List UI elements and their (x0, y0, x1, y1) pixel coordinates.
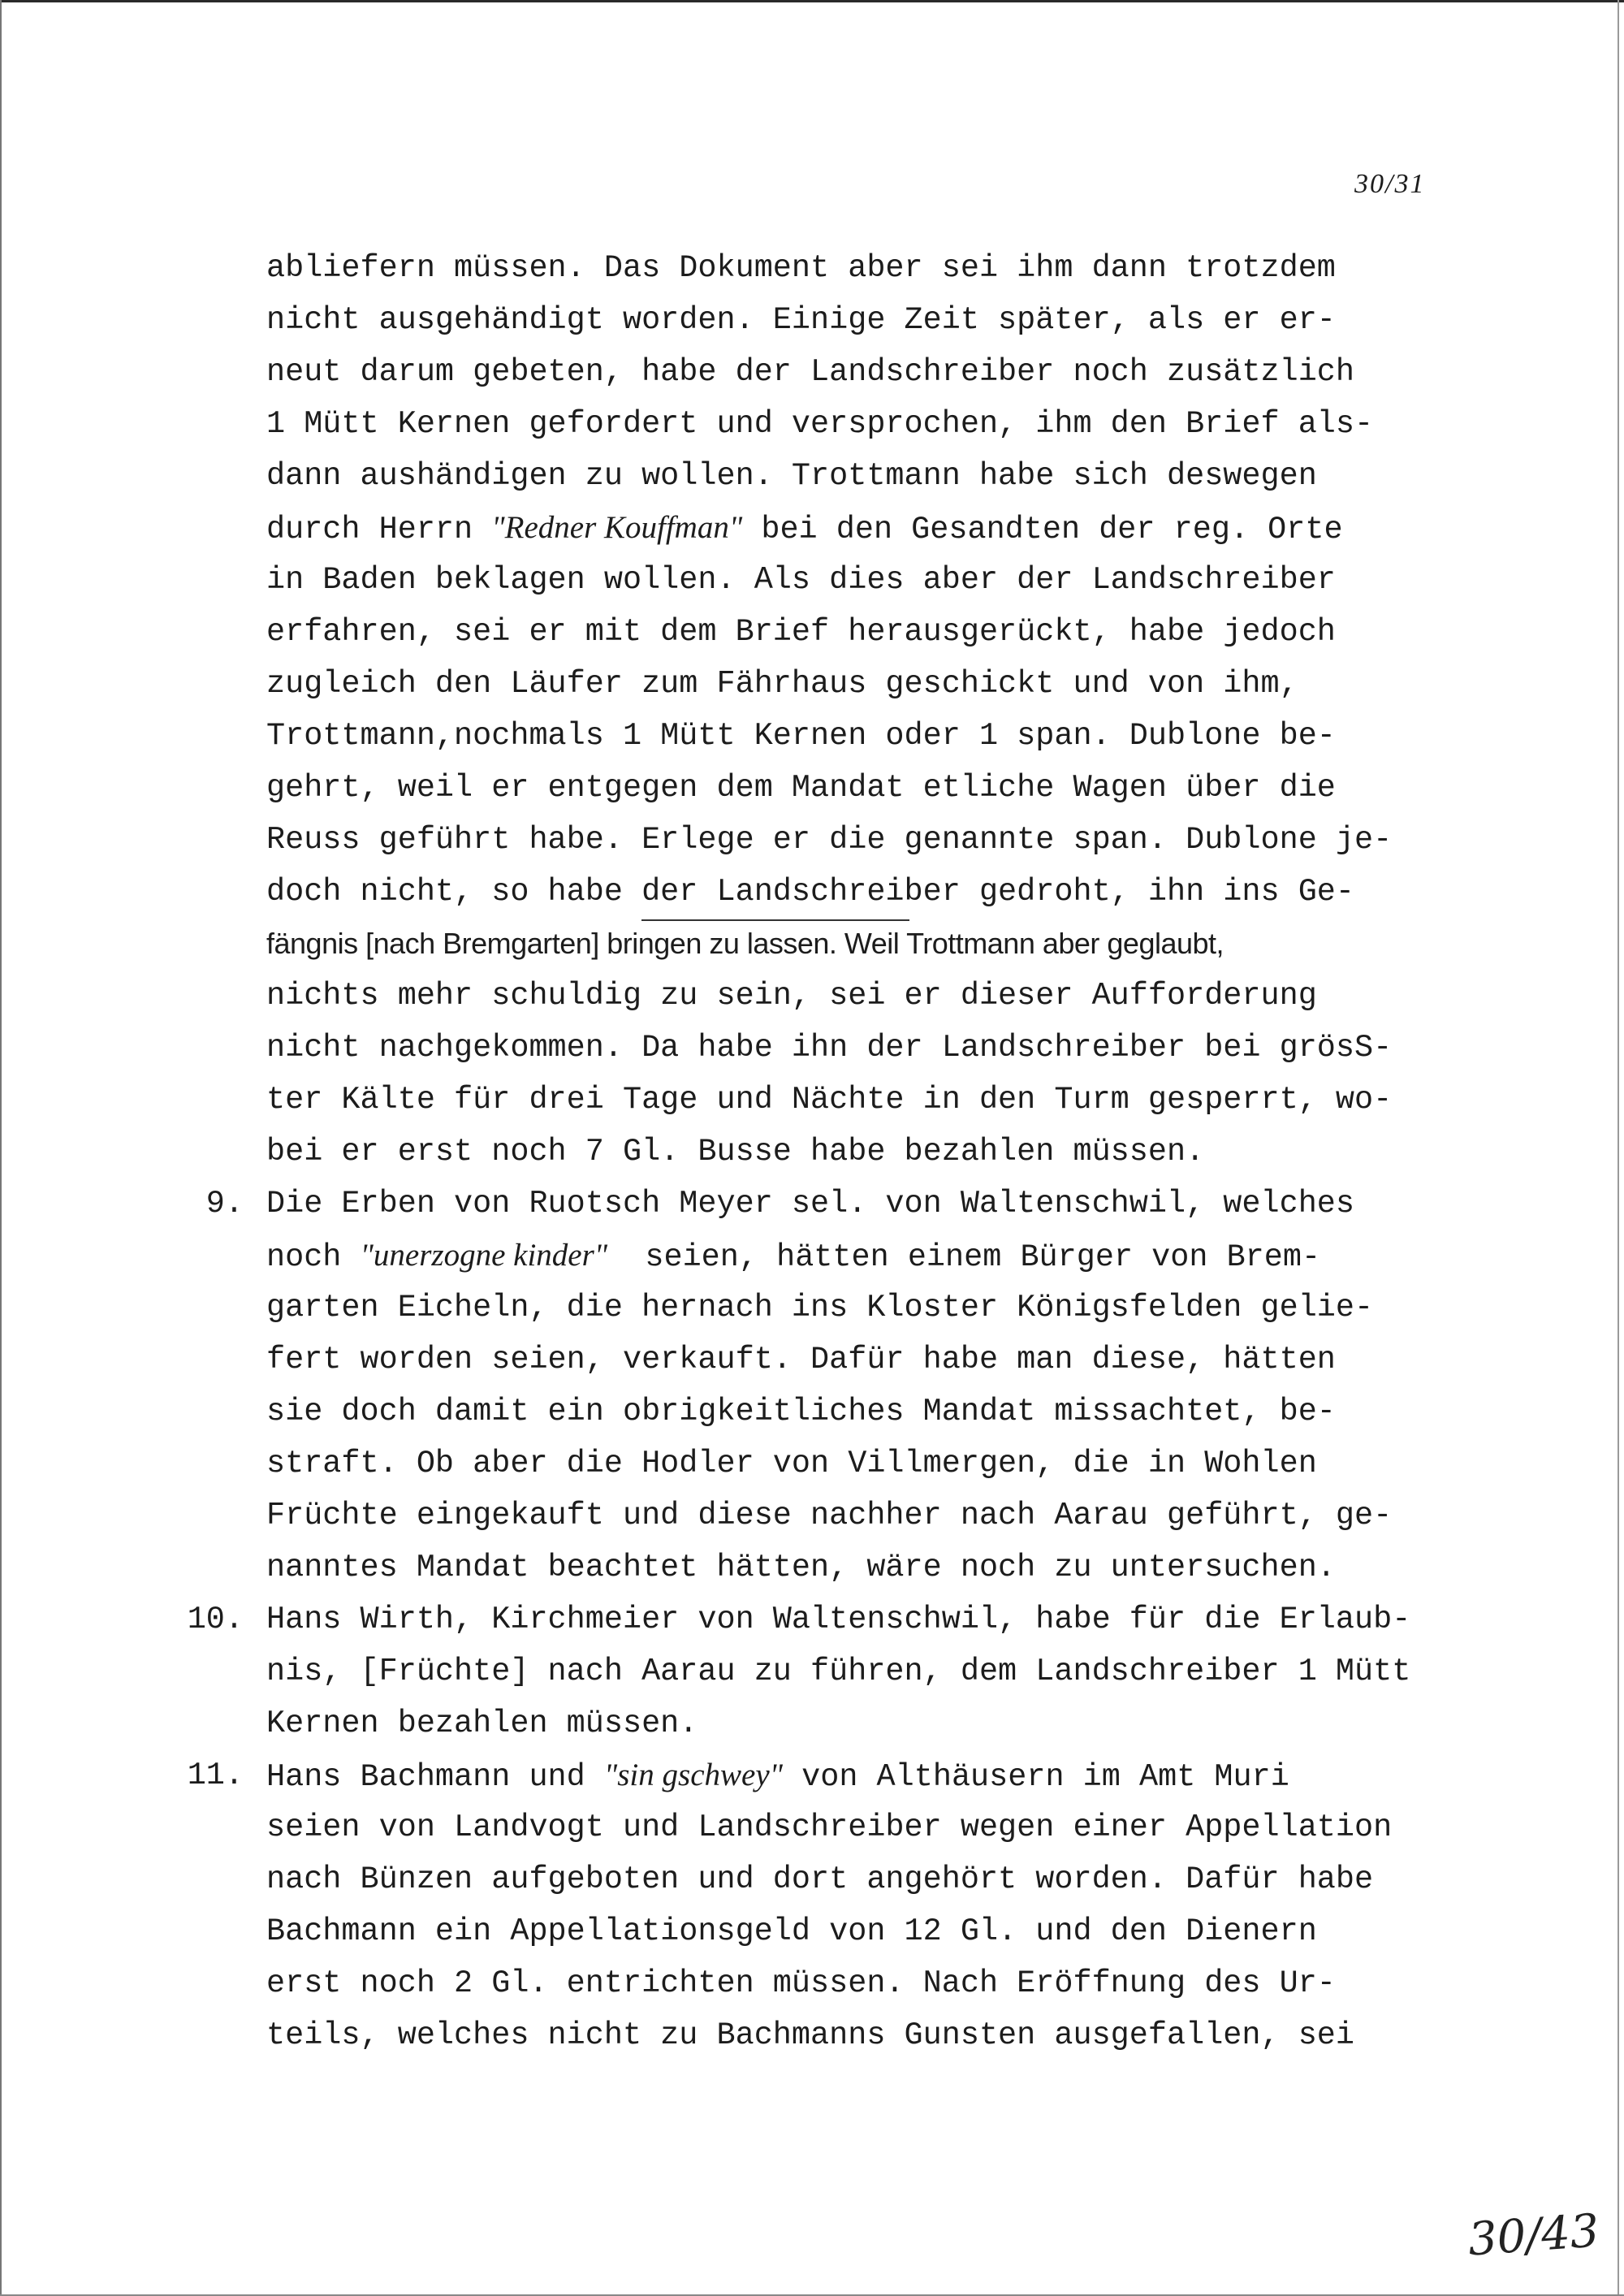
text-line (266, 814, 1410, 866)
line-text: doch nicht, so habe der Landschreiber gedroht, ihn ins Ge- (266, 874, 1355, 910)
line-text: sie doch damit ein obrigkeitliches Mandat missachtet, be- (266, 1394, 1336, 1429)
text-line (187, 1593, 1411, 1645)
text-line (266, 1645, 1410, 1697)
line-text: straft. Ob aber die Hodler von Villmergen, die in Wohlen (266, 1446, 1317, 1481)
line-text: nichts mehr schuldig zu sein, sei er dieser Aufforderung (266, 978, 1317, 1014)
text-line (187, 1749, 1410, 1801)
line-text: fängnis [nach Bremgarten] bringen zu lassen. Weil Trottmann aber geglaubt, (266, 927, 1224, 960)
line-text: teils, welches nicht zu Bachmanns Gunsten ausgefallen, sei (266, 2017, 1355, 2053)
text-line (266, 398, 1410, 450)
quoted-term: "sin gschwey" (603, 1758, 784, 1792)
text-line (266, 242, 1410, 294)
text-line (266, 1905, 1410, 1957)
text-line (266, 970, 1410, 1022)
item-number: 11. (187, 1758, 244, 1793)
text-line (266, 710, 1410, 762)
item-number: 10. (187, 1602, 244, 1637)
line-text: nach Bünzen aufgeboten und dort angehört worden. Dafür habe (266, 1861, 1374, 1897)
item-number: 9. (205, 1186, 244, 1222)
line-text: nicht ausgehändigt worden. Einige Zeit später, als er er- (266, 302, 1336, 338)
text-line (266, 1074, 1410, 1126)
line-text: Hans Bachmann und (266, 1759, 604, 1795)
text-line (266, 450, 1410, 502)
text-line (266, 2009, 1410, 2061)
line-text: gehrt, weil er entgegen dem Mandat etliche Wagen über die (266, 770, 1336, 806)
text-line (266, 1334, 1410, 1386)
text-line (266, 1126, 1410, 1178)
line-text: von Althäusern im Amt Muri (783, 1759, 1289, 1795)
line-text: zugleich den Läufer zum Fährhaus geschickt und von ihm, (266, 666, 1298, 702)
line-text: seien von Landvogt und Landschreiber wegen einer Appellation (266, 1810, 1393, 1845)
line-text: Kernen bezahlen müssen. (266, 1706, 698, 1741)
line-text: dann aushändigen zu wollen. Trottmann habe sich deswegen (266, 458, 1317, 494)
document-body (187, 242, 1411, 2061)
line-text: seien, hätten einem Bürger von Brem- (607, 1239, 1321, 1275)
text-line (266, 606, 1410, 658)
line-text: Trottmann,nochmals 1 Mütt Kernen oder 1 span. Dublone be- (266, 718, 1336, 754)
line-text: ter Kälte für drei Tage und Nächte in den Turm gesperrt, wo- (266, 1082, 1393, 1118)
line-text: nicht nachgekommen. Da habe ihn der Landschreiber bei grösS- (266, 1030, 1393, 1066)
line-text: 1 Mütt Kernen gefordert und versprochen, ihm den Brief als- (266, 406, 1374, 442)
line-text: erst noch 2 Gl. entrichten müssen. Nach Eröffnung des Ur- (266, 1965, 1336, 2001)
page-number: 30/31 (1354, 169, 1426, 199)
text-line (266, 1230, 1410, 1282)
line-text: garten Eicheln, die hernach ins Kloster Königsfelden gelie- (266, 1290, 1374, 1325)
text-line (266, 294, 1410, 346)
line-text: Bachmann ein Appellationsgeld von 12 Gl. und den Dienern (266, 1913, 1317, 1949)
text-line (205, 1178, 1410, 1230)
line-text: nanntes Mandat beachtet hätten, wäre noch zu untersuchen. (266, 1550, 1336, 1585)
text-line (266, 866, 1410, 918)
line-text: neut darum gebeten, habe der Landschreiber noch zusätzlich (266, 354, 1355, 390)
line-text: in Baden beklagen wollen. Als dies aber der Landschreiber (266, 562, 1336, 598)
text-line (266, 762, 1410, 814)
page-edge-right (1618, 0, 1619, 2296)
quoted-term: "Redner Kouffman" (491, 510, 743, 545)
text-line (266, 502, 1410, 554)
text-line (266, 1853, 1410, 1905)
text-line (266, 1386, 1410, 1438)
page-edge-left (0, 0, 2, 2296)
line-text: fert worden seien, verkauft. Dafür habe man diese, hätten (266, 1342, 1336, 1377)
page-edge-top (0, 0, 1624, 2)
line-text: abliefern müssen. Das Dokument aber sei ihm dann trotzdem (266, 250, 1336, 286)
text-line (266, 1438, 1410, 1490)
line-text: noch (266, 1239, 361, 1275)
line-text: Früchte eingekauft und diese nachher nach Aarau geführt, ge- (266, 1498, 1393, 1533)
text-line (266, 1282, 1410, 1334)
text-line (266, 1801, 1410, 1853)
text-line (266, 1541, 1410, 1593)
handwritten-folio-number: 30/43 (1466, 2204, 1601, 2267)
line-text: Die Erben von Ruotsch Meyer sel. von Waltenschwil, welches (266, 1186, 1355, 1222)
line-text: durch Herrn (266, 512, 492, 547)
text-line (266, 1022, 1410, 1074)
text-line (266, 1490, 1410, 1541)
text-line (266, 346, 1410, 398)
text-line (266, 1957, 1410, 2009)
line-text: bei den Gesandten der reg. Orte (742, 512, 1343, 547)
text-line (266, 918, 1410, 970)
line-text: Hans Wirth, Kirchmeier von Waltenschwil, habe für die Erlaub- (266, 1602, 1411, 1637)
text-line (266, 1697, 1410, 1749)
line-text: erfahren, sei er mit dem Brief herausgerückt, habe jedoch (266, 614, 1336, 650)
line-text: nis, [Früchte] nach Aarau zu führen, dem Landschreiber 1 Mütt (266, 1654, 1411, 1689)
quoted-term: "unerzogne kinder" (360, 1238, 608, 1273)
line-text: Reuss geführt habe. Erlege er die genannte span. Dublone je- (266, 822, 1393, 858)
text-line (266, 658, 1410, 710)
text-line (266, 554, 1410, 606)
line-text: bei er erst noch 7 Gl. Busse habe bezahlen müssen. (266, 1134, 1205, 1170)
